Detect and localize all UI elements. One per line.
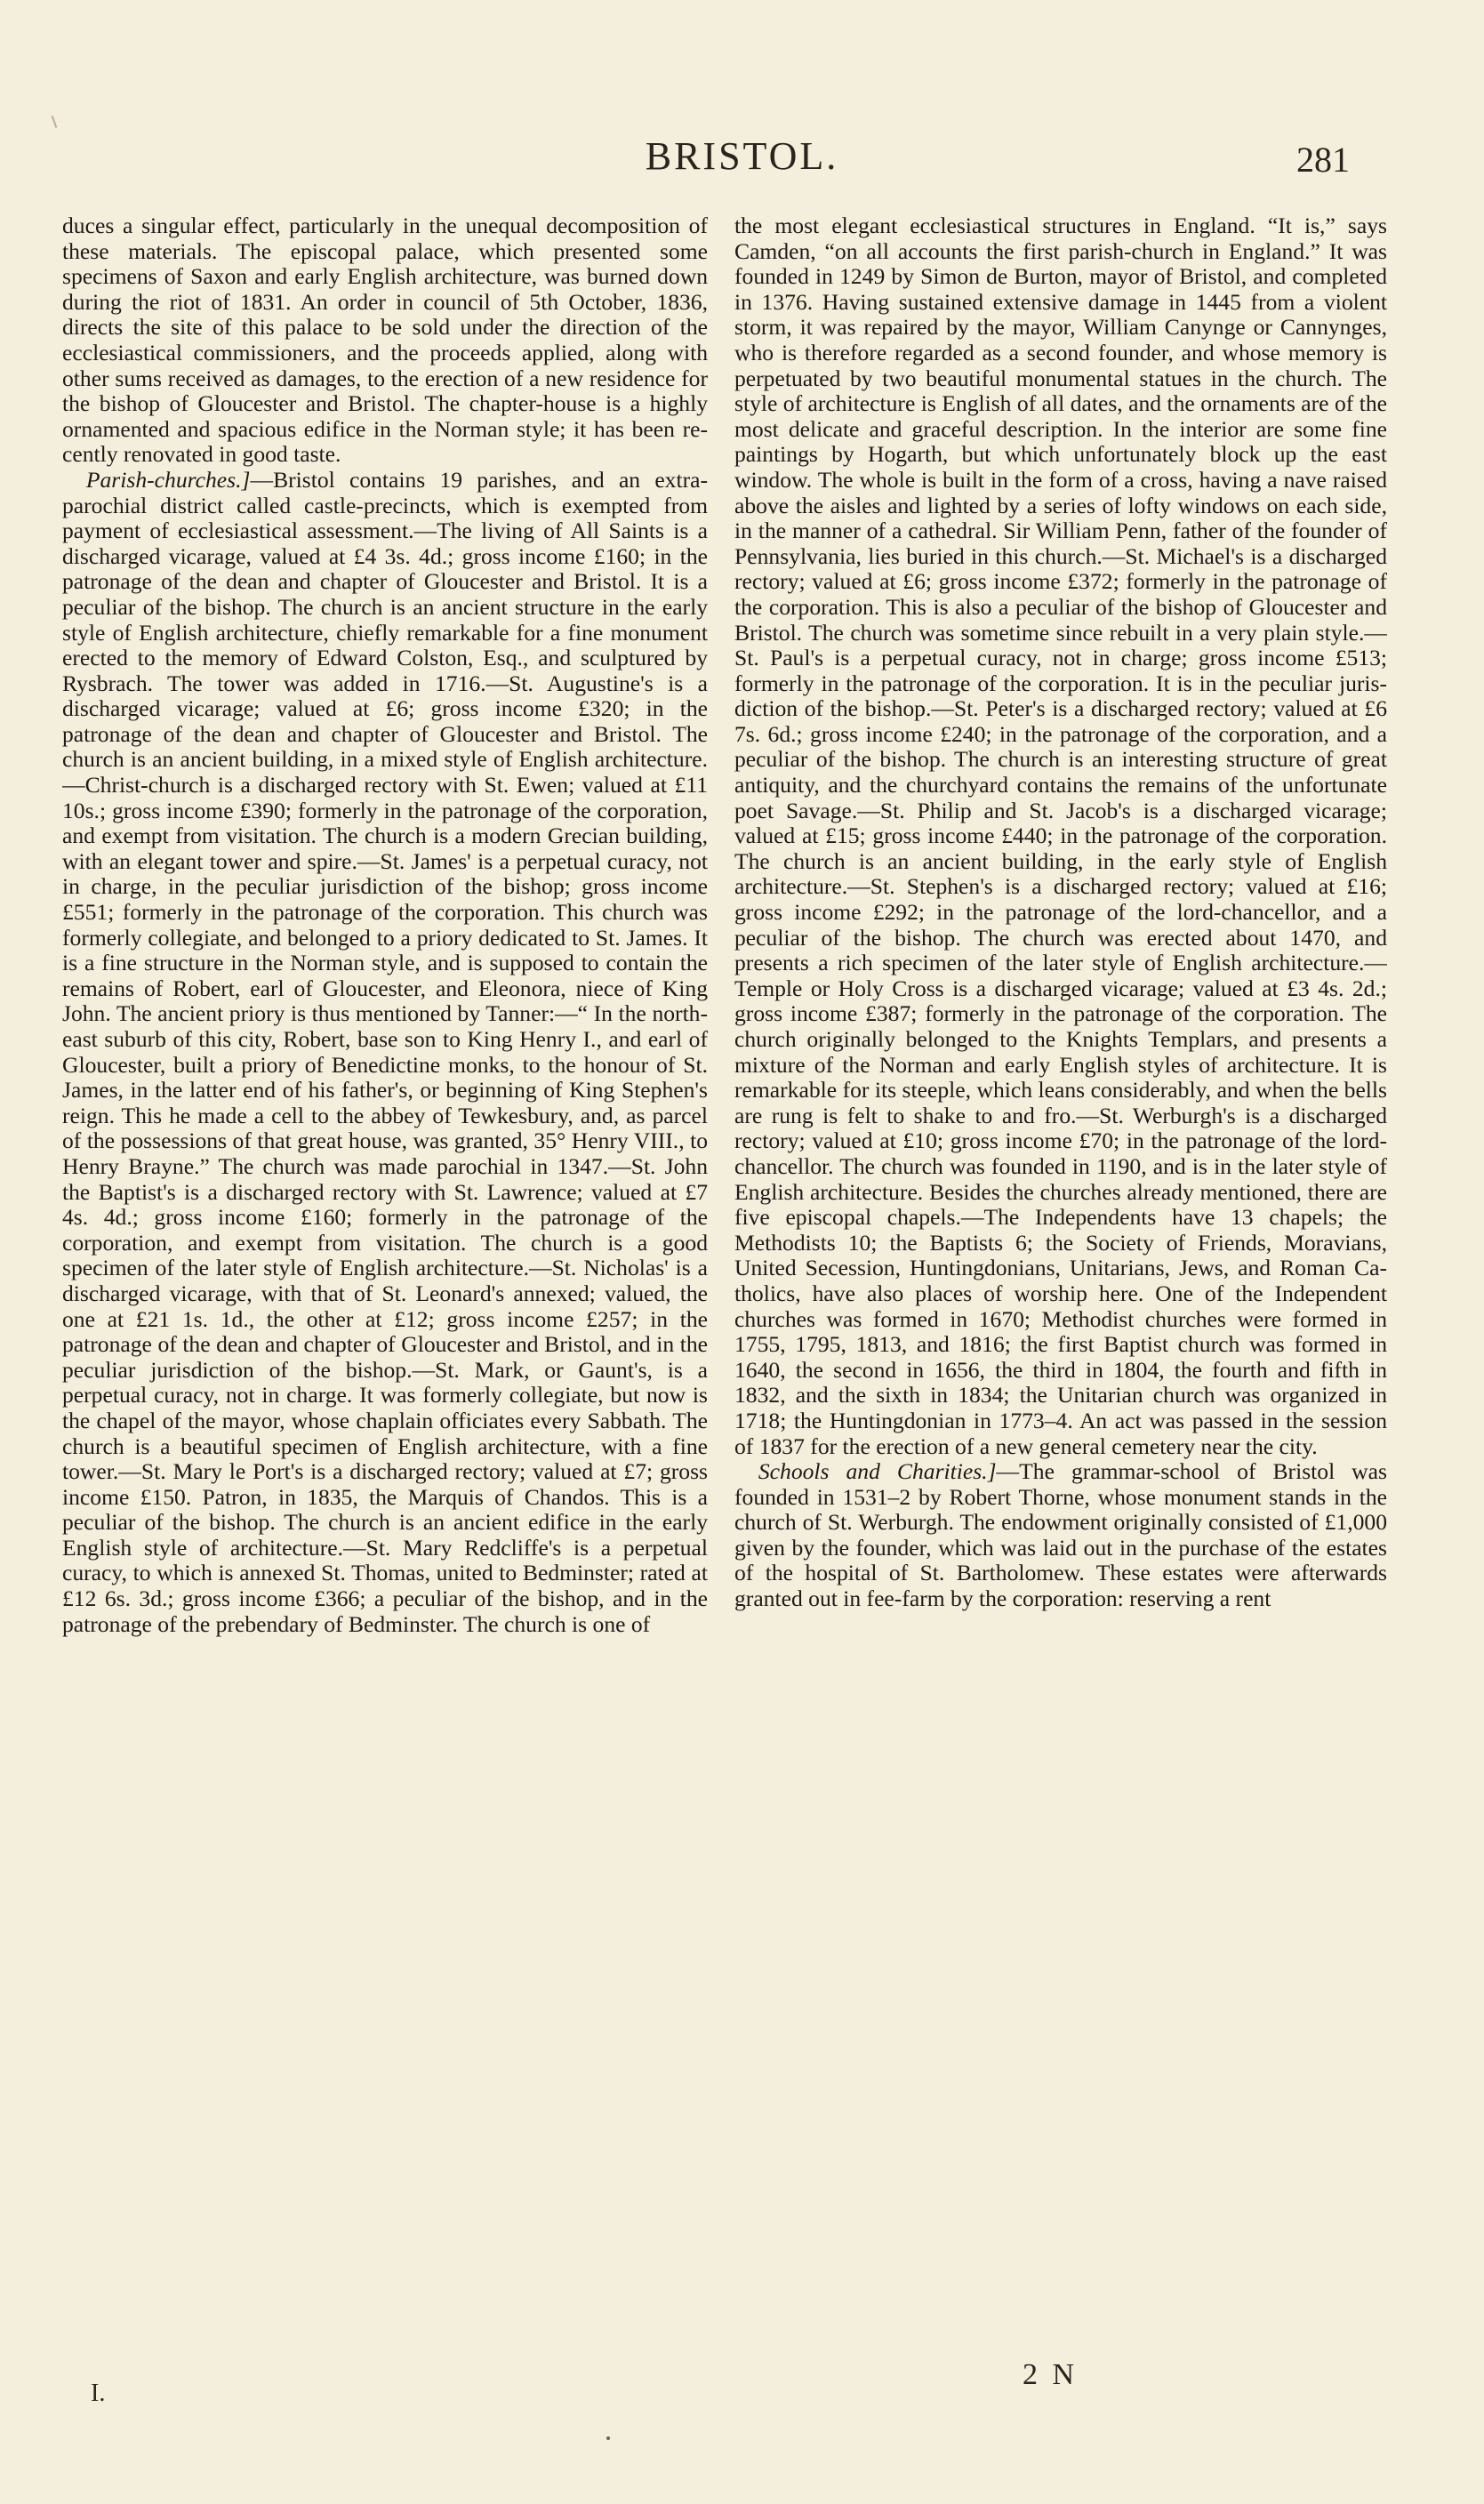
paragraph-redcliffe-continued: the most elegant ecclesiastical structures in England. “It is,” says Camden, “on all accounts the first parish-church in England.” It was founded in 1249 by Simon de Burton, mayor of Bristol, and completed in 1376. Having sustained extensive damage in 1445 from a violent storm, it was repaired by the mayor, William Canynge or Cannynges, who is therefore regarded as a second founder, and whose memory is perpetuated by two beautiful monumental statues in the church. The style of architecture is English of all dates, and the ornaments are of the most delicate and graceful description. In the interior are some fine paintings by Hogarth, but which unfortunately block up the east window. The whole is built in the form of a cross, having a nave raised above the aisles and lighted by a series of lofty windows on each side, in the manner of a cathedral. Sir William Penn, father of the founder of Pennsylvania, lies buried in this church.—St. Michael's is a discharged rectory; valued at £6; gross income £372; formerly in the patronage of the corporation. This is also a peculiar of the bishop of Gloucester and Bristol. The church was sometime since rebuilt in a very plain style.—St. Paul's is a perpetual curacy, not in charge; gross income £513; formerly in the patronage of the corporation. It is in the peculiar jurisdiction of the bishop.—St. Peter's is a discharged rectory; valued at £6 7s. 6d.; gross income £240; in the patronage of the corporation, and a peculiar of the bishop. The church is an interesting structure of great antiquity, and the churchyard contains the remains of the unfortunate poet Savage.—St. Philip and St. Jacob's is a discharged vicarage; valued at £15; gross income £440; in the patronage of the corporation. The church is an ancient building, in the early style of English architecture.—St. Stephen's is a discharged rectory; valued at £16; gross income £292; in the patronage of the lord-chancellor, and a peculiar of the bishop. The church was erected about 1470, and presents a rich specimen of the later style of English architecture.—Temple or Holy Cross is a discharged vicarage; valued at £3 4s. 2d.; gross income £387; formerly in the patronage of the corporation. The church originally belonged to the Knights Templars, and presents a mixture of the Norman and early English styles of architecture. It is remarkable for its steeple, which leans considerably, and when the bells are rung is felt to shake to and fro.—St. Werburgh's is a discharged rectory; valued at £10; gross income £70; in the patronage of the lord-chancellor. The church was founded in 1190, and is in the later style of English architecture. Besides the churches already mentioned, there are five episcopal chapels.—The Independents have 13 chapels; the Methodists 10; the Baptists 6; the Society of Friends, Moravians, United Secession, Huntingdonians, Unitarians, Jews, and Roman Catholics, have also places of worship here. One of the Independent churches was formed in 1670; Methodist churches were formed in 1755, 1795, 1813, and 1816; the first Baptist church was formed in 1640, the second in 1656, the third in 1804, the fourth and fifth in 1832, and the sixth in 1834; the Unitarian church was organized in 1718; the Huntingdonian in 1773–4. An act was passed in the session of 1837 for the erection of a new general cemetery near the city. — [734, 213, 1387, 1459]
section-lead-parish-churches: Parish-churches.] — [85, 466, 251, 493]
paragraph-schools-charities-body: —The grammar-school of Bristol was founded in 1531–2 by Robert Thorne, whose monument stands in the church of St. Werburgh. The endowment originally consisted of £1,000 given by the founder, which was laid out in the purchase of the estates of the hospital of St. Bartholomew. These estates were afterwards granted out in fee-farm by the corporation: reserving a rent — [734, 1458, 1387, 1612]
left-text-column — [62, 213, 708, 2356]
page-number: 281 — [1296, 140, 1350, 180]
paragraph-schools-charities — [734, 1459, 1387, 1612]
right-text-column — [734, 213, 1387, 2356]
signature-mark: 2 N — [1023, 2358, 1079, 2391]
paragraph-palace: duces a singular effect, particularly in the unequal decomposition of these materials. The episcopal palace, which presented some specimens of Saxon and early English architecture, was burned down during the riot of 1831. An order in council of 5th October, 1836, directs the site of this palace to be sold under the direction of the ecclesiastical commissioners, and the proceeds applied, along with other sums received as damages, to the erection of a new residence for the bishop of Gloucester and Bristol. The chapter-house is a highly ornamented and spacious edifice in the Norman style; it has been recently renovated in good taste. — [62, 213, 708, 468]
section-lead-schools-charities: Schools and Charities.] — [758, 1458, 997, 1485]
paragraph-parish-churches-body: —Bristol contains 19 parishes, and an extra-parochial district called castle-precincts, which is exempted from payment of ecclesiastical assessment.—The living of All Saints is a discharged vicarage, valued at £4 3s. 4d.; gross income £160; in the patronage of the dean and chapter of Gloucester and Bristol. It is a peculiar of the bishop. The church is an ancient structure in the early style of English architecture, chiefly remarkable for a fine monument erected to the memory of Edward Colston, Esq., and sculptured by Rysbrach. The tower was added in 1716.—St. Augustine's is a discharged vicarage; valued at £6; gross income £320; in the patronage of the dean and chapter of Gloucester and Bristol. The church is an ancient building, in a mixed style of English architecture.—Christ-church is a discharged rectory with St. Ewen; valued at £11 10s.; gross income £390; formerly in the patronage of the corporation, and exempt from visitation. The church is a modern Grecian building, with an elegant tower and spire.—St. James' is a perpetual curacy, not in charge, in the peculiar jurisdiction of the bishop; gross income £551; formerly in the patronage of the corporation. This church was formerly collegiate, and belonged to a priory dedicated to St. James. It is a fine structure in the Norman style, and is supposed to contain the remains of Robert, earl of Gloucester, and Eleonora, niece of King John. The ancient priory is thus mentioned by Tanner:—“ In the north-east suburb of this city, Robert, base son to King Henry I., and earl of Gloucester, built a priory of Benedictine monks, to the honour of St. James, in the latter end of his father's, or beginning of King Stephen's reign. This he made a cell to the abbey of Tewkesbury, and, as parcel of the possessions of that great house, was granted, 35° Henry VIII., to Henry Brayne.” The church was made parochial in 1347.—St. John the Baptist's is a discharged rectory with St. Lawrence; valued at £7 4s. 4d.; gross income £160; formerly in the patronage of the corporation, and exempt from visitation. The church is a good specimen of the later style of English architecture.—St. Nicholas' is a discharged vicarage, with that of St. Leonard's annexed; valued, the one at £21 1s. 1d., the other at £12; gross income £257; in the patronage of the dean and chapter of Gloucester and Bristol, and in the peculiar jurisdiction of the bishop.—St. Mark, or Gaunt's, is a perpetual curacy, not in charge. It was formerly collegiate, but now is the chapel of the mayor, whose chaplain officiates every Sabbath. The church is a beautiful specimen of English architecture, with a fine tower.—St. Mary le Port's is a discharged rectory; valued at £7; gross income £150. Patron, in 1835, the Marquis of Chandos. This is a peculiar of the bishop. The church is an ancient edifice in the early English style of architecture.—St. Mary Redcliffe's is a perpetual curacy, to which is annexed St. Thomas, united to Bedminster; rated at £12 6s. 3d.; gross income £366; a peculiar of the bishop, and in the patronage of the prebendary of Bedminster. The church is one of — [62, 466, 708, 1637]
page-edge-mark — [52, 116, 58, 128]
paragraph-parish-churches — [62, 468, 708, 1637]
volume-mark: I. — [91, 2380, 106, 2407]
running-header-title: BRISTOL. — [645, 134, 839, 178]
footer-dot — [606, 2436, 610, 2440]
